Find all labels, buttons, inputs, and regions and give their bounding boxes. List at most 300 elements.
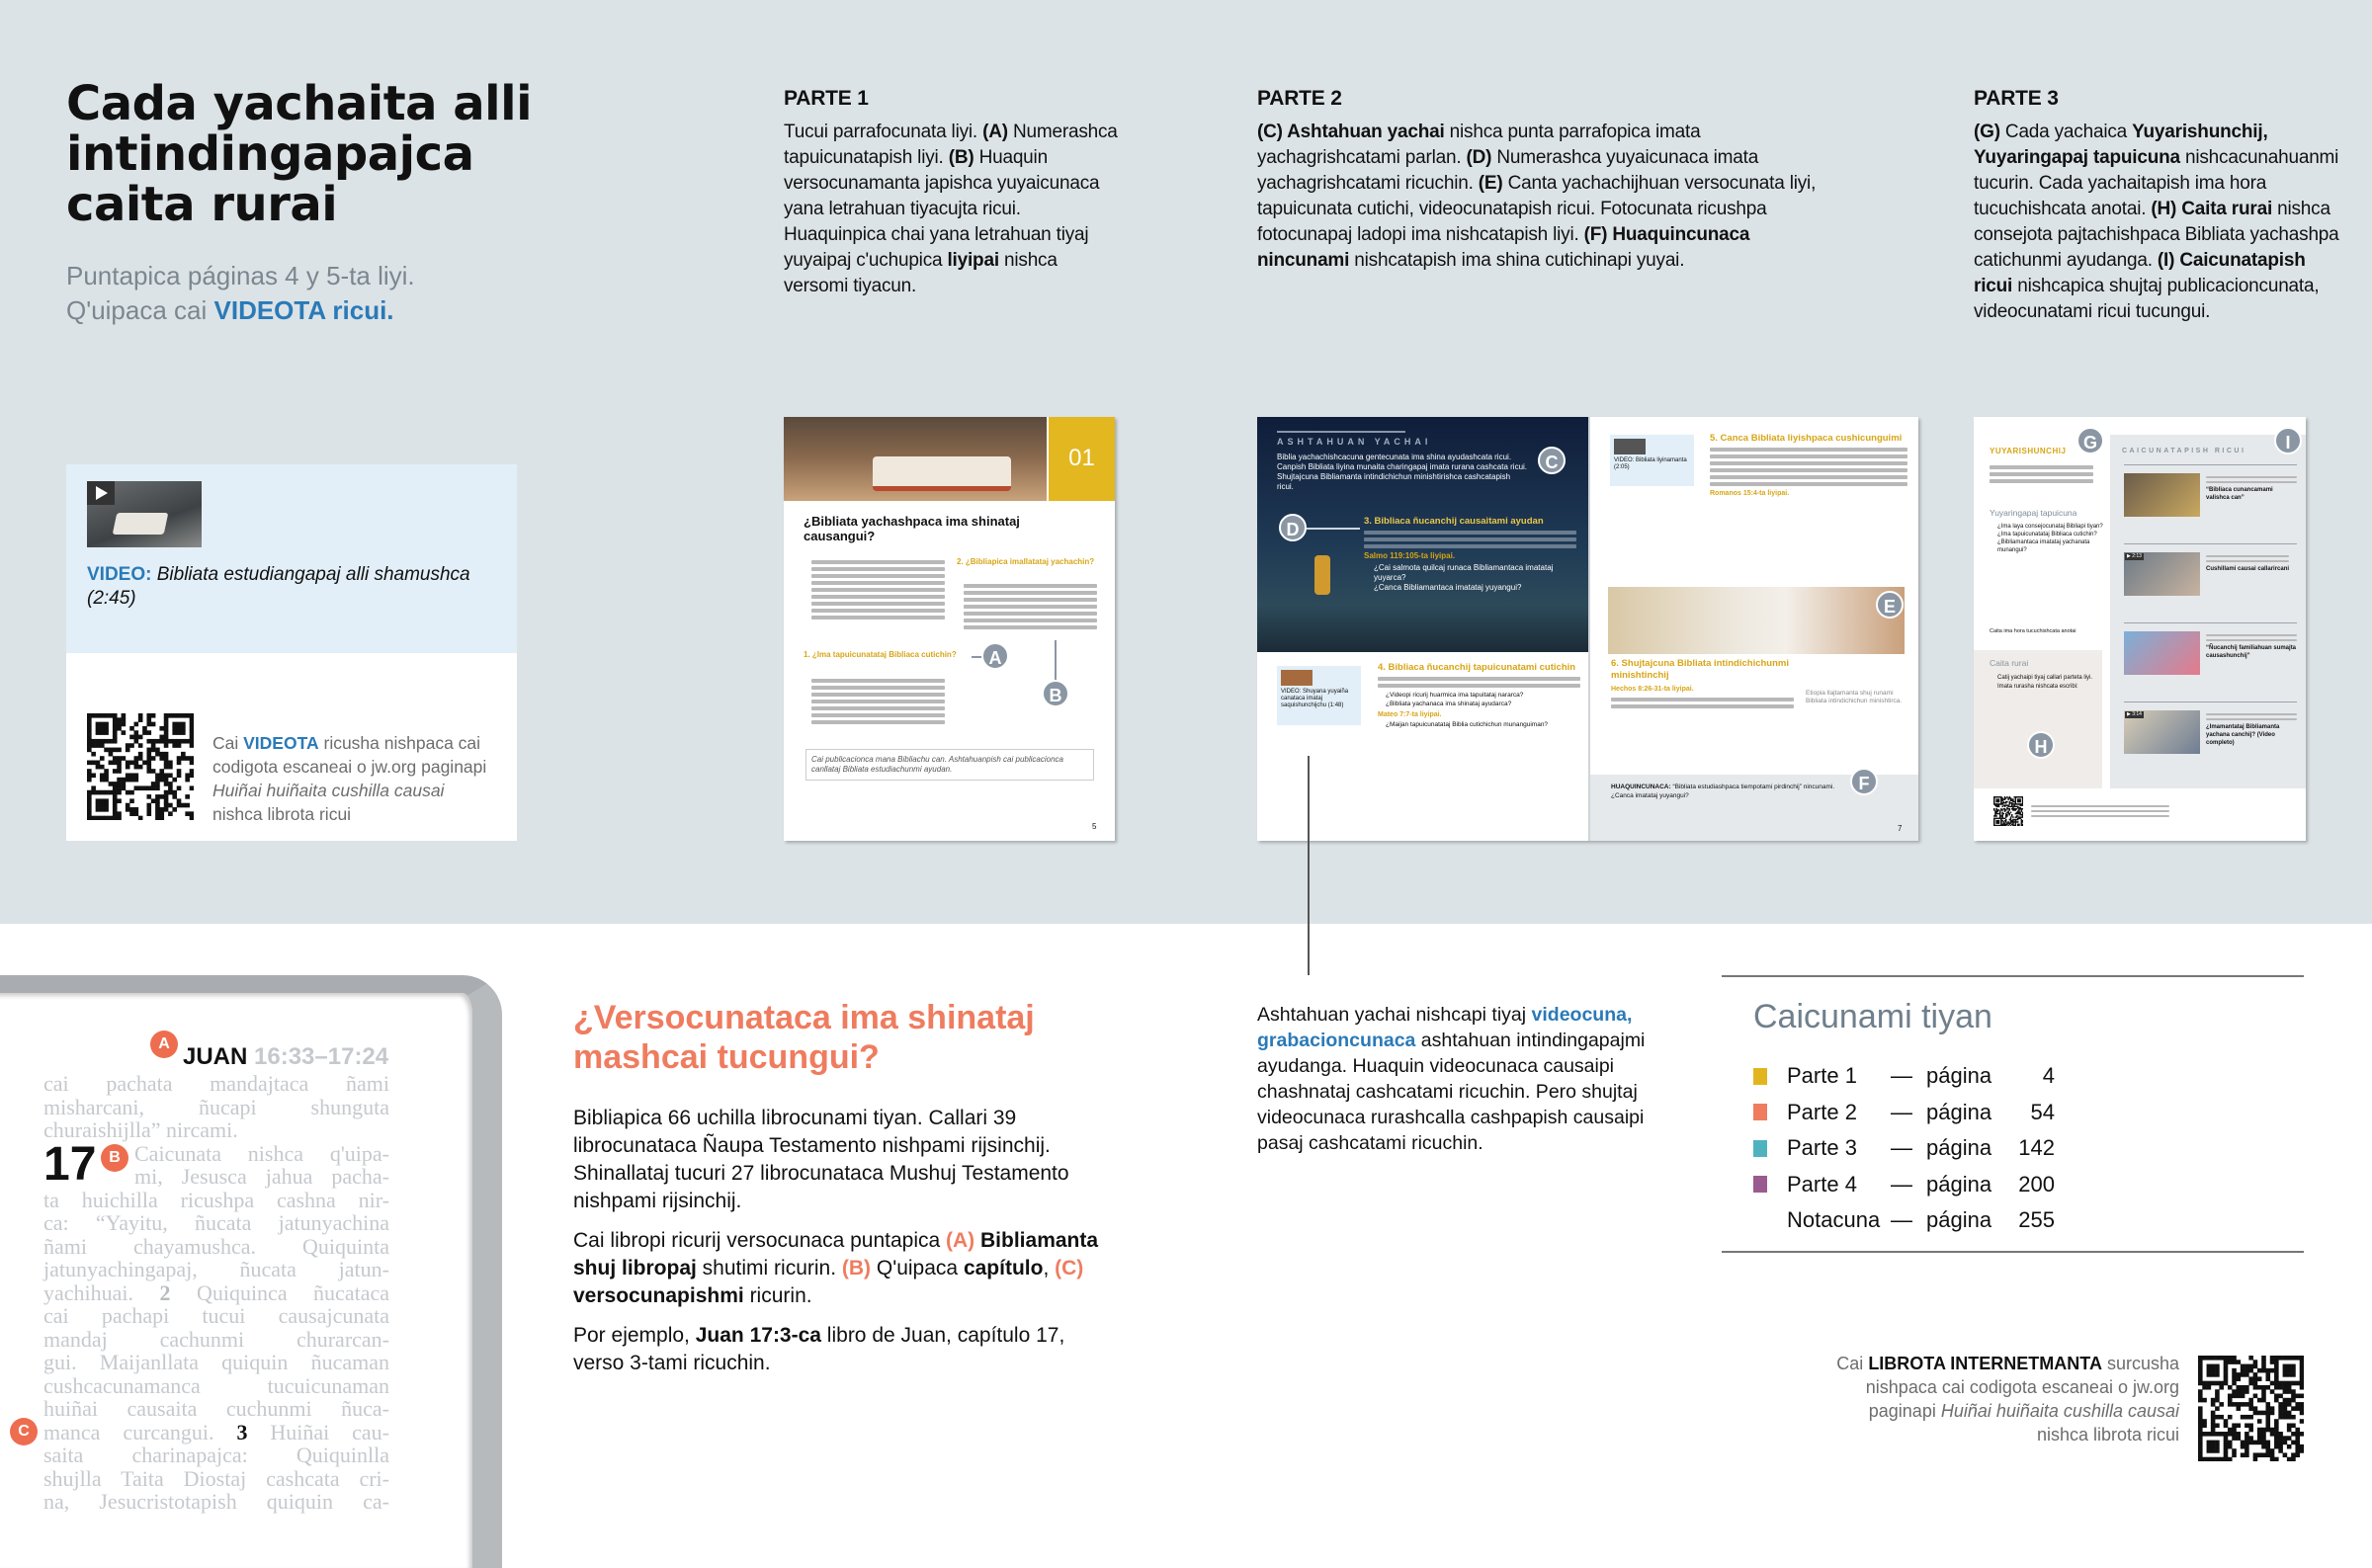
- qr-module: [2295, 1436, 2300, 1441]
- qr-code-small[interactable]: [1993, 796, 2023, 826]
- qr-module: [2300, 1402, 2304, 1407]
- qr-module: [2253, 1372, 2258, 1377]
- qr-module: [190, 743, 194, 748]
- qr-module: [2215, 1368, 2220, 1373]
- qr-module: [2274, 1419, 2279, 1424]
- qr-module: [2257, 1419, 2262, 1424]
- qr-module: [104, 778, 109, 783]
- qr-module: [2224, 1368, 2229, 1373]
- bullet-item: ¿Cai salmota quilcaj runaca Bibliamantaca imatataj yuyarca?: [1374, 563, 1554, 582]
- qr-module: [151, 713, 156, 718]
- qr-module: [2017, 819, 2019, 821]
- qr-module: [2245, 1444, 2249, 1449]
- qr-module: [113, 816, 118, 820]
- see-also-item[interactable]: [2124, 464, 2297, 543]
- qr-module: [2283, 1398, 2288, 1403]
- part-heading: PARTE 3: [1974, 87, 2059, 110]
- qr-module: [96, 803, 101, 808]
- qr-module: [181, 713, 186, 718]
- qr-module: [2270, 1381, 2275, 1386]
- qr-module: [2224, 1364, 2229, 1369]
- video-4-box[interactable]: [1277, 666, 1361, 725]
- qr-module: [109, 752, 114, 757]
- qr-module: [146, 756, 151, 761]
- qr-module: [146, 761, 151, 766]
- qr-module: [100, 722, 105, 727]
- qr-module: [2257, 1376, 2262, 1381]
- qr-module: [122, 722, 127, 727]
- qr-module: [2237, 1360, 2242, 1364]
- qr-module: [185, 756, 190, 761]
- qr-module: [172, 794, 177, 799]
- qr-module: [138, 713, 143, 718]
- qr-module: [104, 726, 109, 731]
- text-segment: nishca punta parrafopica imata yachagrishcatami parlan.: [1257, 122, 1701, 168]
- qr-module: [2283, 1368, 2288, 1373]
- qr-module: [155, 811, 160, 816]
- qr-module: [2295, 1444, 2300, 1449]
- qr-module: [91, 743, 96, 748]
- contents-row[interactable]: [1753, 1167, 2287, 1203]
- item-thumbnail[interactable]: [2124, 631, 2200, 675]
- qr-module: [96, 726, 101, 731]
- page-word: página: [1926, 1099, 1992, 1124]
- qr-module: [122, 778, 127, 783]
- text-segment: ,: [1043, 1257, 1056, 1279]
- qr-module: [87, 735, 92, 740]
- qr-module: [2224, 1452, 2229, 1457]
- qr-module: [87, 794, 92, 799]
- item-thumbnail[interactable]: [2124, 552, 2200, 596]
- qr-module: [2237, 1436, 2242, 1441]
- qr-module: [134, 811, 139, 816]
- qr-module: [134, 735, 139, 740]
- bible-line: [43, 1211, 389, 1235]
- qr-module: [2253, 1394, 2258, 1399]
- qr-module: [164, 739, 169, 744]
- paragraph: [573, 1322, 1112, 1377]
- qr-module: [177, 761, 182, 766]
- qr-module: [1998, 801, 2000, 803]
- qr-module: [181, 756, 186, 761]
- qr-module: [104, 803, 109, 808]
- qr-module: [2245, 1448, 2249, 1453]
- bullet-item: ¿Canca Bibliamantaca imatataj yuyangui?: [1374, 583, 1522, 592]
- qr-module: [2283, 1381, 2288, 1386]
- part-label: Parte 4: [1787, 1171, 1857, 1197]
- qr-module: [91, 816, 96, 820]
- bible-line: [43, 1304, 389, 1328]
- video-5-box[interactable]: [1610, 435, 1694, 486]
- qr-module: [2241, 1364, 2245, 1369]
- table-of-contents: [1753, 998, 2287, 1239]
- qr-module: [87, 739, 92, 744]
- qr-module: [2265, 1428, 2270, 1433]
- qr-module: [2261, 1389, 2266, 1394]
- title-line: intindingapajca: [66, 126, 474, 182]
- link-text[interactable]: videocuna, grabacioncunaca: [1257, 1004, 1633, 1051]
- qr-module: [2198, 1398, 2203, 1403]
- qr-module: [2228, 1402, 2233, 1407]
- qr-module: [2300, 1376, 2304, 1381]
- scripture-reference: Salmo 119:105-ta liyipai.: [1364, 551, 1456, 560]
- qr-module: [2287, 1385, 2292, 1390]
- qr-module: [2257, 1436, 2262, 1441]
- qr-module: [2224, 1448, 2229, 1453]
- qr-module: [138, 785, 143, 790]
- video-5-caption: VIDEO: Bibliata liyinamanta (2:05): [1614, 457, 1687, 470]
- qr-module: [109, 782, 114, 786]
- qr-module: [2241, 1415, 2245, 1420]
- qr-module: [2241, 1452, 2245, 1457]
- qr-module: [104, 769, 109, 774]
- qr-module: [2215, 1406, 2220, 1411]
- marker-c: C: [1538, 447, 1566, 474]
- qr-module: [2198, 1411, 2203, 1416]
- qr-module: [2005, 802, 2007, 804]
- dash: —: [1891, 1099, 1912, 1124]
- download-instructions: [1819, 1352, 2179, 1446]
- qr-module: [2257, 1398, 2262, 1403]
- see-also-item[interactable]: [2124, 543, 2297, 622]
- qr-module: [2224, 1356, 2229, 1361]
- page-word: página: [1926, 1171, 1992, 1197]
- qr-module: [2295, 1394, 2300, 1399]
- qr-module: [2253, 1360, 2258, 1364]
- text-segment: Juan 17:3-ca: [695, 1324, 821, 1347]
- page-number: 54: [2030, 1099, 2055, 1124]
- part-color-swatch: [1753, 1104, 1767, 1120]
- qr-module: [100, 790, 105, 795]
- qr-module: [146, 794, 151, 799]
- qr-module: [104, 773, 109, 778]
- qr-module: [104, 748, 109, 753]
- contents-row[interactable]: [1753, 1058, 2287, 1095]
- text-segment: (I) Caicunatapish ricui: [1974, 250, 2306, 296]
- item-thumbnail[interactable]: [2124, 710, 2200, 754]
- link-text[interactable]: VIDEOTA: [243, 733, 319, 753]
- qr-module: [2211, 1441, 2216, 1445]
- qr-module: [2207, 1432, 2212, 1437]
- qr-module: [2270, 1389, 2275, 1394]
- qr-module: [168, 782, 173, 786]
- qr-module: [104, 730, 109, 735]
- qr-module: [138, 735, 143, 740]
- qr-module: [2248, 1423, 2253, 1428]
- qr-module: [2228, 1428, 2233, 1433]
- qr-module: [2015, 809, 2017, 811]
- bullet-item: ¿Bibliata yachanaca ima shinataj ayudarca?: [1386, 701, 1512, 707]
- qr-module: [2265, 1402, 2270, 1407]
- qr-module: [164, 713, 169, 718]
- review-heading: Yuyaringapaj tapuicuna: [1990, 508, 2077, 518]
- marker-b: B: [101, 1144, 128, 1172]
- qr-module: [100, 816, 105, 820]
- qr-module: [129, 735, 134, 740]
- qr-module: [2232, 1356, 2237, 1361]
- video-label: VIDEO:: [87, 564, 152, 585]
- qr-module: [2004, 806, 2006, 808]
- person-illustration: [1314, 555, 1330, 595]
- qr-module: [159, 752, 164, 757]
- bible-line: cai pachata mandajtaca ñami: [43, 1071, 389, 1096]
- completion-date-line[interactable]: Caita ima hora tucuchishcata anotai: [1990, 628, 2076, 634]
- qr-module: [2198, 1406, 2203, 1411]
- intro-text: Biblia yachachishcacuna gentecunata ima shina ayudashcata ricui. Canpish Bibliata liyina munaita charingapaj imata rurana cashcata ricui. Shujtajcuna Bibliamanta intindichichun minishtirishca cashcatapish ricui.: [1277, 453, 1528, 491]
- qr-module: [2224, 1381, 2229, 1386]
- qr-module: [2202, 1385, 2207, 1390]
- qr-module: [2202, 1381, 2207, 1386]
- text-segment: (A): [946, 1229, 975, 1252]
- bible-line: [43, 1351, 389, 1374]
- text-segment: ricurin.: [743, 1284, 812, 1307]
- qr-module: [126, 790, 130, 795]
- qr-module: [2278, 1415, 2283, 1420]
- qr-module: [91, 761, 96, 766]
- bible-text: [43, 1072, 389, 1514]
- qr-module: [2202, 1419, 2207, 1424]
- text-segment: yachihuai.: [43, 1279, 160, 1305]
- contents-row[interactable]: [1753, 1202, 2287, 1239]
- qr-module: [185, 713, 190, 718]
- contents-row[interactable]: [1753, 1130, 2287, 1167]
- qr-module: [159, 816, 164, 820]
- qr-module: [2300, 1419, 2304, 1424]
- qr-module: [177, 726, 182, 731]
- qr-module: [87, 748, 92, 753]
- qr-module: [2287, 1381, 2292, 1386]
- qr-module: [2198, 1360, 2203, 1364]
- qr-module: [2241, 1372, 2245, 1377]
- qr-module: [2248, 1368, 2253, 1373]
- checkbox-item[interactable]: Catij yachaipi tiyaj callari parteta liyi.: [1997, 675, 2093, 681]
- text-segment: (C): [1055, 1257, 1084, 1279]
- qr-module: [2291, 1368, 2296, 1373]
- qr-module: [164, 735, 169, 740]
- qr-module: [2265, 1411, 2270, 1416]
- qr-module: [2224, 1419, 2229, 1424]
- dash: —: [1891, 1207, 1912, 1233]
- contents-row[interactable]: [1753, 1095, 2287, 1131]
- qr-module: [2295, 1448, 2300, 1453]
- qr-module: [2198, 1372, 2203, 1377]
- qr-module: [117, 782, 122, 786]
- see-also-item[interactable]: [2124, 701, 2297, 781]
- qr-module: [104, 798, 109, 803]
- qr-module: [2287, 1415, 2292, 1420]
- qr-module: [2022, 804, 2023, 806]
- qr-module: [1995, 815, 1997, 817]
- qr-module: [146, 769, 151, 774]
- qr-module: [126, 778, 130, 783]
- text-segment: manca curcangui.: [43, 1419, 237, 1444]
- text-segment: Numerashca tapuicunatapish liyi.: [784, 122, 1118, 168]
- qr-module: [2228, 1398, 2233, 1403]
- qr-module: [2300, 1385, 2304, 1390]
- qr-module: [2005, 825, 2007, 826]
- bible-line: churaishijlla” nircami.: [43, 1117, 238, 1142]
- qr-module: [104, 739, 109, 744]
- qr-module: [122, 730, 127, 735]
- qr-module: [104, 722, 109, 727]
- video-link[interactable]: VIDEOTA ricui.: [213, 295, 394, 325]
- qr-module: [2300, 1406, 2304, 1411]
- qr-module: [96, 743, 101, 748]
- qr-module: [126, 748, 130, 753]
- qr-module: [2232, 1428, 2237, 1433]
- video-thumbnail[interactable]: [87, 481, 202, 547]
- qr-module: [2198, 1441, 2203, 1445]
- qr-code-download[interactable]: [2198, 1356, 2304, 1461]
- qr-module: [2283, 1356, 2288, 1361]
- qr-module: [104, 816, 109, 820]
- qr-module: [190, 713, 194, 718]
- qr-module: [164, 765, 169, 770]
- qr-module: [177, 769, 182, 774]
- qr-module: [2248, 1398, 2253, 1403]
- qr-module: [190, 735, 194, 740]
- qr-module: [2291, 1423, 2296, 1428]
- text-segment: jatunyachingapaj, ñucata jatun-: [43, 1257, 389, 1281]
- qr-module: [2270, 1432, 2275, 1437]
- paragraph: Bibliapica 66 uchilla librocunami tiyan. Callari 39 librocunataca Ñaupa Testamento nishpami rijsinchij. Shinallataj tucuri 27 librocunataca Mushuj Testamento nishpami rijsinchij.: [573, 1107, 1069, 1212]
- qr-module: [2207, 1448, 2212, 1453]
- qr-module: [2300, 1381, 2304, 1386]
- item-title: Cushillami causai callarircani: [2206, 566, 2290, 572]
- qr-module: [2245, 1452, 2249, 1457]
- qr-module: [181, 803, 186, 808]
- qr-module: [113, 794, 118, 799]
- qr-module: [2004, 798, 2006, 800]
- qr-module: [185, 794, 190, 799]
- qr-module: [168, 790, 173, 795]
- qr-module: [2232, 1448, 2237, 1453]
- qr-module: [96, 739, 101, 744]
- qr-module: [2291, 1432, 2296, 1437]
- text-segment: nishca consejota pajtachishpaca Bibliata yachashpa catichunmi ayudanga.: [1974, 199, 2339, 271]
- qr-module: [2224, 1457, 2229, 1461]
- qr-module: [2261, 1364, 2266, 1369]
- qr-module: [2198, 1423, 2203, 1428]
- qr-module: [2278, 1432, 2283, 1437]
- qr-module: [2224, 1372, 2229, 1377]
- qr-module: [2232, 1372, 2237, 1377]
- qr-module: [2211, 1372, 2216, 1377]
- qr-module: [134, 756, 139, 761]
- review-item: ¿Ima tapuicunatataj Bibliaca cutichin?: [1997, 532, 2097, 537]
- qr-module: [159, 735, 164, 740]
- qr-module: [2228, 1444, 2233, 1449]
- qr-module: [122, 717, 127, 722]
- qr-module: [2274, 1360, 2279, 1364]
- qr-module: [177, 773, 182, 778]
- qr-module: [2278, 1448, 2283, 1453]
- checkbox-item[interactable]: Imata rurasha nishcata escribi:: [1997, 684, 2078, 690]
- qr-module: [2219, 1432, 2224, 1437]
- qr-module: [100, 756, 105, 761]
- qr-module: [2270, 1356, 2275, 1361]
- qr-module: [2202, 1432, 2207, 1437]
- qr-module: [2215, 1356, 2220, 1361]
- qr-module: [190, 730, 194, 735]
- play-icon[interactable]: [87, 481, 115, 505]
- qr-module: [2211, 1411, 2216, 1416]
- qr-code[interactable]: [87, 713, 194, 820]
- item-thumbnail[interactable]: [2124, 473, 2200, 517]
- qr-module: [2001, 809, 2003, 811]
- qr-module: [2287, 1444, 2292, 1449]
- qr-module: [2295, 1441, 2300, 1445]
- qr-module: [104, 807, 109, 812]
- part-color-swatch: [1753, 1068, 1767, 1085]
- qr-module: [151, 743, 156, 748]
- qr-module: [2245, 1423, 2249, 1428]
- qr-module: [151, 798, 156, 803]
- qr-module: [2287, 1436, 2292, 1441]
- subtitle: [66, 259, 415, 328]
- qr-module: [164, 807, 169, 812]
- qr-module: [2261, 1398, 2266, 1403]
- qr-module: [2219, 1356, 2224, 1361]
- divider: [1722, 1251, 2304, 1253]
- qr-module: [2253, 1376, 2258, 1381]
- qr-module: [159, 739, 164, 744]
- do-this-heading: Caita rurai: [1990, 658, 2029, 668]
- chapter-number: 17: [43, 1137, 97, 1191]
- qr-module: [2241, 1441, 2245, 1445]
- qr-module: [2241, 1394, 2245, 1399]
- qr-module: [122, 785, 127, 790]
- qr-module: [2274, 1356, 2279, 1361]
- qr-module: [2211, 1444, 2216, 1449]
- qr-module: [146, 730, 151, 735]
- qr-module: [2274, 1432, 2279, 1437]
- see-also-item[interactable]: [2124, 622, 2297, 701]
- qr-module: [181, 722, 186, 727]
- qr-module: [2261, 1411, 2266, 1416]
- qr-module: [2257, 1432, 2262, 1437]
- qr-module: [129, 773, 134, 778]
- qr-module: [142, 726, 147, 731]
- qr-module: [2287, 1411, 2292, 1416]
- qr-module: [168, 761, 173, 766]
- part-heading: PARTE 1: [784, 87, 869, 110]
- qr-module: [2287, 1402, 2292, 1407]
- qr-module: [2265, 1406, 2270, 1411]
- qr-module: [2022, 825, 2023, 826]
- video-caption[interactable]: [87, 563, 502, 611]
- bullet-item: ¿Videopi ricurij huarmica ima tapuitataj nararca?: [1386, 692, 1524, 699]
- video-duration-badge: ▶ 2:13: [2127, 553, 2142, 559]
- qr-module: [2228, 1356, 2233, 1361]
- qr-module: [2241, 1385, 2245, 1390]
- qr-module: [2248, 1364, 2253, 1369]
- qr-module: [2245, 1368, 2249, 1373]
- qr-module: [87, 722, 92, 727]
- qr-module: [2198, 1389, 2203, 1394]
- qr-module: [2224, 1444, 2229, 1449]
- section-3: [1364, 516, 1576, 593]
- qr-module: [164, 730, 169, 735]
- review-item: ¿Bibliamantaca imatataj yachanata munangui?: [1997, 539, 2090, 553]
- remember-heading: YUYARISHUNCHIJ: [1990, 447, 2067, 455]
- qr-module: [2278, 1381, 2283, 1386]
- qr-module: [113, 782, 118, 786]
- qr-module: [113, 726, 118, 731]
- qr-module: [2253, 1381, 2258, 1386]
- text-segment: (H) Caita rurai: [2151, 199, 2273, 219]
- qr-module: [2211, 1428, 2216, 1433]
